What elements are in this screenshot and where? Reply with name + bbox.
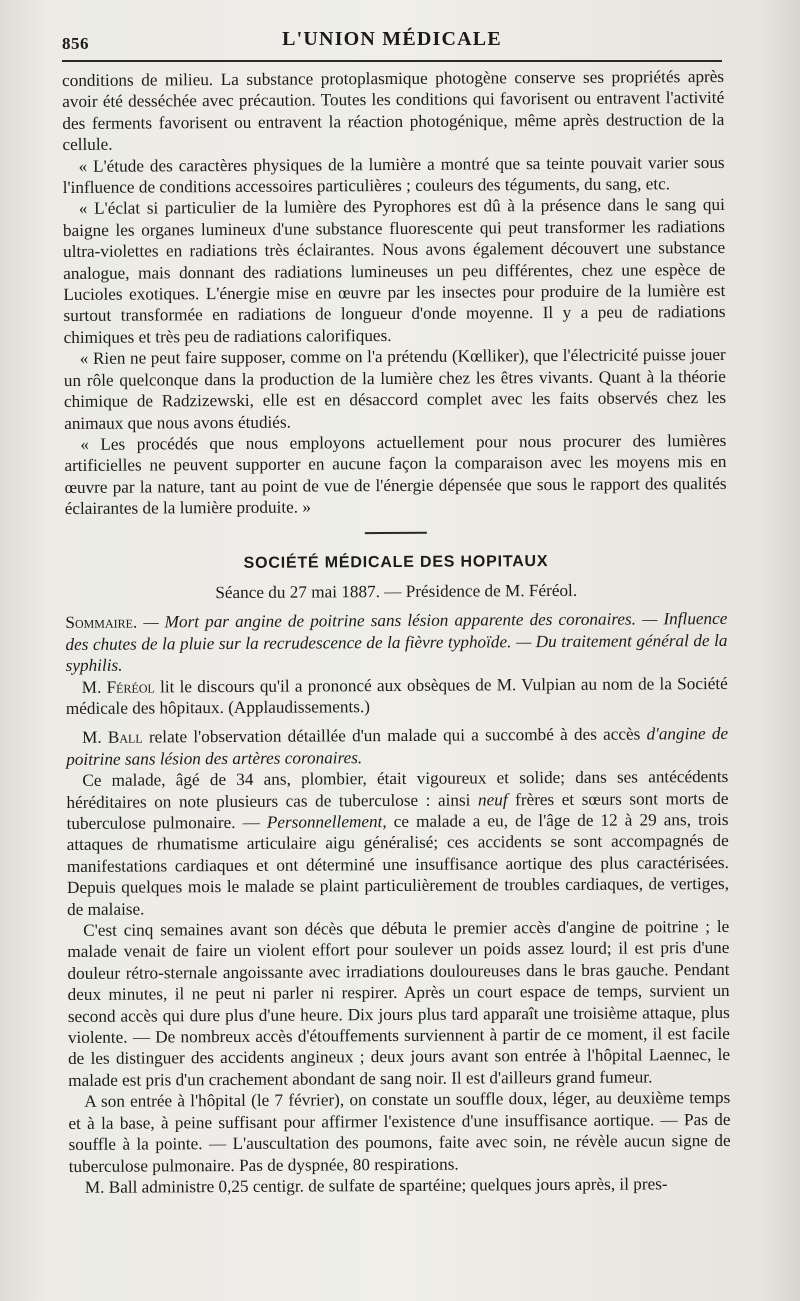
- paragraph-text: relate l'observation détaillée d'un malade qui a succombé à des accès: [142, 724, 647, 747]
- emphasis-text: d'angine de poitrine sans lésion des artères coronaires.: [66, 724, 729, 769]
- session-line: Séance du 27 mai 1887. — Présidence de M. Féréol.: [215, 580, 578, 603]
- paragraph: [66, 673, 728, 720]
- paragraph: A son entrée à l'hôpital (le 7 février), on constate un souffle doux, léger, au deuxième temps et à la base, à peine suffisant pour affirmer l'existence d'une insuffisance aortique. — Pas de souffle à la pointe. — L'auscultation des poumons, faite avec soin, ne révèle aucun signe de tuberculose pulmonaire. Pas de dyspnée, 80 respirations.: [68, 1088, 731, 1176]
- page-number: 856: [62, 34, 89, 53]
- section-divider: [365, 531, 427, 533]
- article-body: [62, 66, 731, 1198]
- paragraph-text: Ce malade, âgé de 34 ans, plombier, était vigoureux et solide; dans ses antécédents héréditaires on note plusieurs cas de tuberculose : ainsi: [66, 767, 729, 812]
- paragraph: « L'éclat si particulier de la lumière des Pyrophores est dû à la présence dans le sang qui baigne les organes lumineux d'une substance fluorescente qui peut transformer les radiations ultra-violettes en radiations très éclairantes. Nous avons également découvert une substance analogue, mais donnant des radiations lumineuses un peu différentes, chez une espèce de Lucioles exotiques. L'énergie mise en œuvre par les insectes pour produire de la lumière est surtout transformée en radiations de longueur d'onde moyenne. Il y a peu de radiations chimiques et très peu de radiations calorifiques.: [62, 195, 726, 347]
- paragraph: « Rien ne peut faire supposer, comme on l'a prétendu (Kœlliker), que l'électricité puisse jouer un rôle quelconque dans la production de la lumière chez les êtres vivants. Quant à la théorie chimique de Radzizewski, elle est en désaccord complet avec les faits observés chez les animaux que nous avons étudiés.: [63, 345, 727, 433]
- paragraph: C'est cinq semaines avant son décès que débuta le premier accès d'angine de poitrine ; le malade venait de faire un violent effort pour soulever un poids assez lourd; il est pris d'une douleur rétro-sternale angoissante avec irradiations douloureuses dans le bras gauche. Pendant deux minutes, il ne peut ni parler ni respirer. Après un court espace de temps, survient un second accès qui dure plus d'une heure. Dix jours plus tard apparaît une troisième attaque, plus violente. — De nombreux accès d'étouffements surviennent à partir de ce moment, il est facile de les distinguer des accidents angineux ; deux jours avant son entrée à l'hôpital Laennec, le malade est pris d'un crachement abondant de sang noir. Il est d'ailleurs grand fumeur.: [67, 916, 731, 1090]
- page-header: [62, 26, 722, 56]
- paragraph-text: frères et sœurs sont morts de tuberculose pulmonaire. —: [66, 788, 729, 833]
- running-title: L'UNION MÉDICALE: [282, 28, 502, 50]
- header-rule: [62, 60, 722, 62]
- speaker-name: M. Féréol: [81, 677, 155, 697]
- emphasis-text: Personnellement,: [266, 812, 387, 832]
- summary-text: — Mort par angine de poitrine sans lésion apparente des coronaires. — Influence des chutes de la pluie sur la recrudescence de la fièvre typhoïde. — Du traitement général de la syphilis.: [65, 609, 728, 676]
- emphasis-text: neuf: [477, 789, 508, 810]
- paragraph: M. Ball administre 0,25 centigr. de sulfate de spartéine; quelques jours après, il pres-: [84, 1174, 668, 1197]
- paragraph: [66, 723, 728, 770]
- section-title: SOCIÉTÉ MÉDICALE DES HOPITAUX: [243, 552, 549, 572]
- speaker-name: M. Ball: [82, 727, 143, 748]
- paragraph: [66, 766, 729, 920]
- paragraph: « Les procédés que nous employons actuellement pour nous procurer des lumières artificielles ne peuvent supporter en aucune façon la comparaison avec les moyens mis en œuvre par la nature, tant au point de vue de l'énergie dépensée que sous le rapport des qualités éclairantes de la lumière produite. »: [64, 430, 727, 519]
- paragraph-text: ce malade a eu, de l'âge de 12 à 29 ans, trois attaques de rhumatisme articulaire aigu généralisé; ces accidents se sont accompagnés de manifestations cardiaques et ont déterminé une insuffisance aortique des plus caractérisées. Depuis quelques mois le malade se plaint particulièrement de troubles cardiaques, de vertiges, de malaise.: [66, 809, 730, 919]
- summary-label: Sommaire.: [65, 612, 138, 633]
- summary: [65, 608, 727, 676]
- paragraph-text: lit le discours qu'il a prononcé aux obsèques de M. Vulpian au nom de la Société médicale des hôpitaux. (Applaudissements.): [65, 673, 728, 718]
- paragraph: conditions de milieu. La substance protoplasmique photogène conserve ses propriétés après avoir été desséchée avec précaution. Toutes les conditions qui favorisent ou entravent l'activité des ferments favorisent ou entravent la réaction photogénique, même après destruction de la cellule.: [62, 66, 725, 155]
- paragraph: « L'étude des caractères physiques de la lumière a montré que sa teinte pouvait varier sous l'influence de conditions accessoires particulières ; couleurs des téguments, du sang, etc.: [62, 152, 725, 198]
